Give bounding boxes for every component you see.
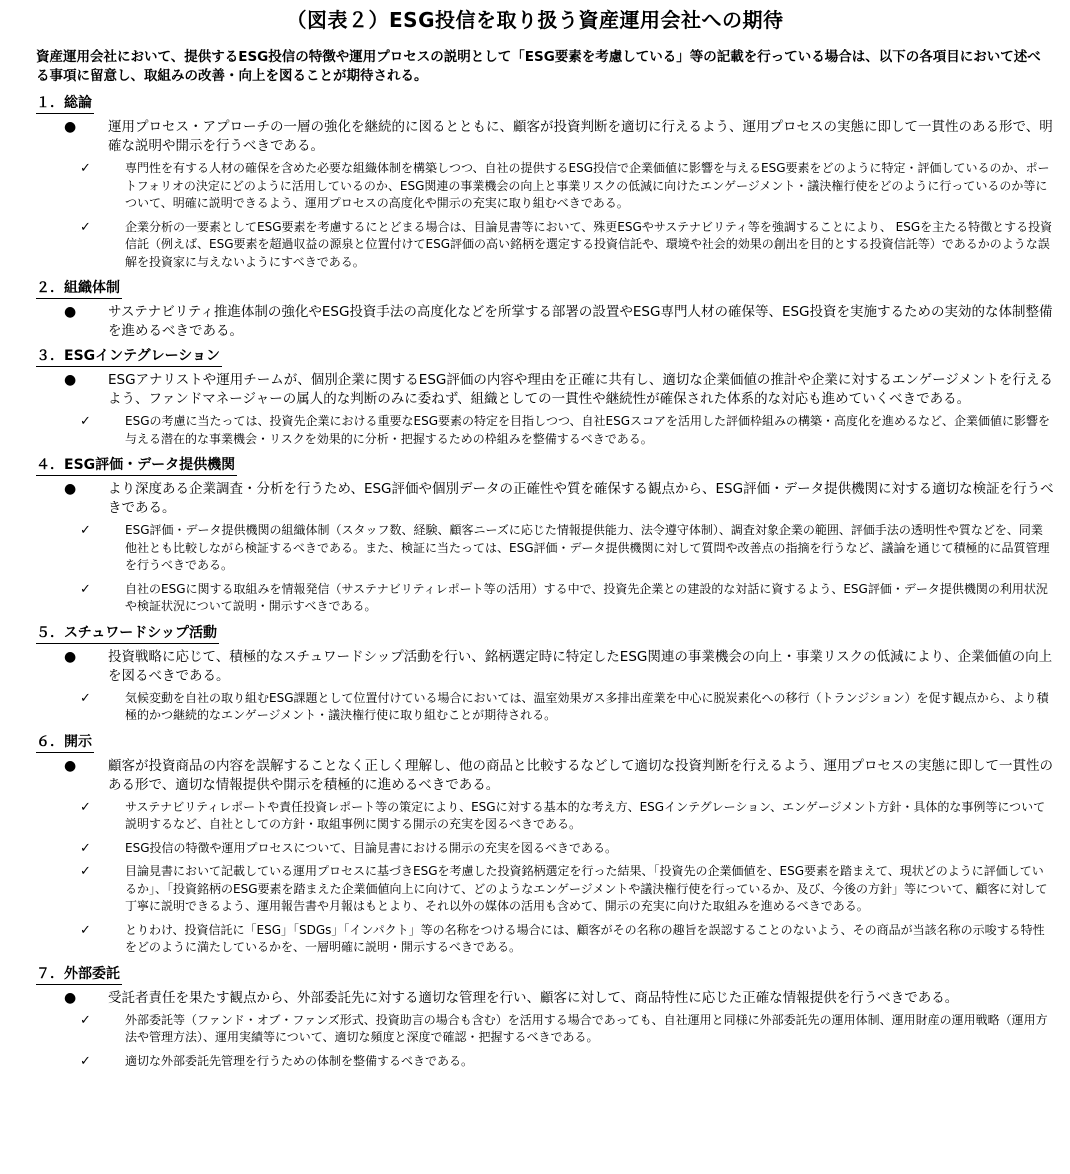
bullet-icon: ● [64,304,77,320]
bullet-icon: ● [64,989,77,1006]
bullet-item [64,989,1054,1008]
bullet-icon: ● [64,372,77,388]
bullet-text: より深度ある企業調査・分析を行うため、ESG評価や個別データの正確性や質を確保する観点から、ESG評価・データ提供機関に対する適切な検証を行うべきである。 [108,481,1054,516]
checkmark-icon: ✓ [80,799,91,815]
section [36,277,1054,341]
checkmark-icon: ✓ [80,922,91,938]
check-item [80,863,1054,916]
checkmark-icon: ✓ [80,523,91,538]
bullet-item [64,371,1054,409]
check-text: ESG評価・データ提供機関の組織体制（スタッフ数、経験、顧客ニーズに応じた情報提供能力、法令遵守体制）、調査対象企業の範囲、評価手法の透明性や質などを、同業他社とも比較しながら検証するべきである。また、検証に当たっては、ESG評価・データ提供機関に対して質問や改善点の指摘を行うなど、議論を通じて積極的に品質管理を行うべきである。 [125,523,1050,572]
section [36,454,1054,616]
check-item [80,840,1054,858]
check-text: 専門性を有する人材の確保を含めた必要な組織体制を構築しつつ、自社の提供するESG投信で企業価値に影響を与えるESG要素をどのように特定・評価しているのか、ポートフォリオの決定にどのように活用しているのか、ESG関連の事業機会の向上と事業リスクの低減に向けたエンゲージメント・議決権行使をどのように行っているのか等について、明確に説明できるよう、運用プロセスの高度化や開示の充実に取り組むべきである。 [125,161,1050,210]
check-text: 自社のESGに関する取組みを情報発信（サステナビリティレポート等の活用）する中で、投資先企業との建設的な対話に資するよう、ESG評価・データ提供機関の利用状況や検証状況について説明・開示すべきである。 [125,581,1048,613]
section-list [36,92,1054,1070]
bullet-text: 受託者責任を果たす観点から、外部委託先に対する適切な管理を行い、顧客に対して、商品特性に応じた正確な情報提供を行うべきである。 [108,989,959,1006]
check-text: 企業分析の一要素としてESG要素を考慮するにとどまる場合は、目論見書等において、殊更ESGやサステナビリティ等を強調することにより、 ESGを主たる特徴とする投資信託（例えば、ESG要素を超過収益の源泉と位置付けてESG評価の高い銘柄を選定する投資信託や、環境や社会的効果の創出を目的とする投資信託等）であるかのような誤解を投資家に与えないようにすべきである。 [125,219,1053,269]
bullet-icon: ● [64,648,77,665]
checkmark-icon: ✓ [80,219,91,235]
check-item [80,1012,1054,1047]
bullet-item [64,757,1054,795]
section [36,345,1054,448]
check-item [80,922,1054,957]
section [36,963,1054,1071]
check-text: 適切な外部委託先管理を行うための体制を整備するべきである。 [125,1053,474,1068]
check-text: サステナビリティレポートや責任投資レポート等の策定により、ESGに対する基本的な考え方、ESGインテグレーション、エンゲージメント方針・具体的な事例等について説明するなど、自社としての方針・取組事例に関する開示の充実を図るべきである。 [125,799,1046,831]
section-heading: ７．外部委託 [36,965,122,985]
checkmark-icon: ✓ [80,840,91,856]
check-text: とりわけ、投資信託に「ESG」「SDGs」「インパクト」等の名称をつける場合には、顧客がその名称の趣旨を誤認することのないよう、その商品が当該名称の示唆する特性をどのように満たしているかを、一層明確に説明・開示するべきである。 [125,922,1045,954]
bullet-text: サステナビリティ推進体制の強化やESG投資手法の高度化などを所掌する部署の設置やESG専門人材の確保等、ESG投資を実施するための実効的な体制整備を進めるべきである。 [108,304,1053,339]
section-heading: ２．組織体制 [36,279,122,299]
bullet-item [64,480,1054,518]
check-item [80,690,1054,725]
bullet-text: ESGアナリストや運用チームが、個別企業に関するESG評価の内容や理由を正確に共有し、適切な企業価値の推計や企業に対するエンゲージメントを行えるよう、ファンドマネージャーの属人的な判断のみに委ねず、組織としての一貫性や継続性が確保された体系的な対応も進めていくべきである。 [108,372,1053,407]
page-title: （図表２）ESG投信を取り扱う資産運用会社への期待 [286,8,784,32]
checkmark-icon: ✓ [80,690,91,706]
check-text: 外部委託等（ファンド・オブ・ファンズ形式、投資助言の場合も含む）を活用する場合であっても、自社運用と同様に外部委託先の運用体制、運用財産の運用戦略（運用方法や管理方法）、運用実績等について、適切な頻度と深度で確認・把握するべきである。 [125,1012,1048,1044]
checkmark-icon: ✓ [80,414,91,429]
check-item [80,581,1054,616]
bullet-text: 運用プロセス・アプローチの一層の強化を継続的に図るとともに、顧客が投資判断を適切に行えるよう、運用プロセスの実態に即して一貫性のある形で、明確な説明や開示を行うべきである。 [108,119,1053,154]
bullet-item [64,648,1054,686]
check-item [80,160,1054,213]
section-heading: ４．ESG評価・データ提供機関 [36,456,237,476]
check-item [80,1053,1054,1071]
checkmark-icon: ✓ [80,1053,91,1069]
section-heading: ３．ESGインテグレーション [36,347,222,367]
bullet-icon: ● [64,119,77,135]
section-heading: ６．開示 [36,733,94,753]
check-item [80,219,1054,272]
check-text: 気候変動を自社の取り組むESG課題として位置付けている場合においては、温室効果ガス多排出産業を中心に脱炭素化への移行（トランジション）を促す観点から、より積極的かつ継続的なエンゲージメント・議決権行使に取り組むことが期待される。 [125,690,1049,722]
check-text: 目論見書において記載している運用プロセスに基づきESGを考慮した投資銘柄選定を行った結果、「投資先の企業価値を、ESG要素を踏まえて、現状どのように評価しているか」、「投資銘柄のESG要素を踏まえた企業価値向上に向けて、どのようなエンゲージメントや議決権行使を行っているか、及び、今後の方針」等について、顧客に対して丁寧に説明できるよう、運用報告書や月報はもとより、それ以外の媒体の活用も含めて、開示の充実に向けた取組みを進めるべきである。 [125,864,1048,913]
section-heading: ５．スチュワードシップ活動 [36,624,219,644]
bullet-text: 投資戦略に応じて、積極的なスチュワードシップ活動を行い、銘柄選定時に特定したESG関連の事業機会の向上・事業リスクの低減により、企業価値の向上を図るべきである。 [108,648,1053,684]
bullet-item [64,303,1054,341]
bullet-icon: ● [64,757,77,774]
checkmark-icon: ✓ [80,581,91,597]
bullet-icon: ● [64,481,77,497]
bullet-text: 顧客が投資商品の内容を誤解することなく正しく理解し、他の商品と比較するなどして適切な投資判断を行えるよう、運用プロセスの実態に即して一貫性のある形で、適切な情報提供や開示を積極的に進めるべきである。 [108,757,1053,793]
checkmark-icon: ✓ [80,864,91,879]
intro-paragraph: 資産運用会社において、提供するESG投信の特徴や運用プロセスの説明として「ESG要素を考慮している」等の記載を行っている場合は、以下の各項目において述べる事項に留意し、取組みの改善・向上を図ることが期待される。 [36,49,1041,84]
check-text: ESG投信の特徴や運用プロセスについて、目論見書における開示の充実を図るべきである。 [125,840,618,855]
checkmark-icon: ✓ [80,1012,91,1028]
checkmark-icon: ✓ [80,161,91,176]
check-item [80,799,1054,834]
section [36,731,1054,957]
bullet-item [64,118,1054,156]
check-item [80,413,1054,448]
check-item [80,522,1054,575]
section [36,622,1054,725]
section-heading: １．総論 [36,94,94,114]
check-text: ESGの考慮に当たっては、投資先企業における重要なESG要素の特定を目指しつつ、自社ESGスコアを活用した評価枠組みの構築・高度化を進めるなど、企業価値に影響を与える潜在的な事業機会・リスクを効果的に分析・把握するための枠組みを整備するべきである。 [125,414,1051,446]
section [36,92,1054,271]
